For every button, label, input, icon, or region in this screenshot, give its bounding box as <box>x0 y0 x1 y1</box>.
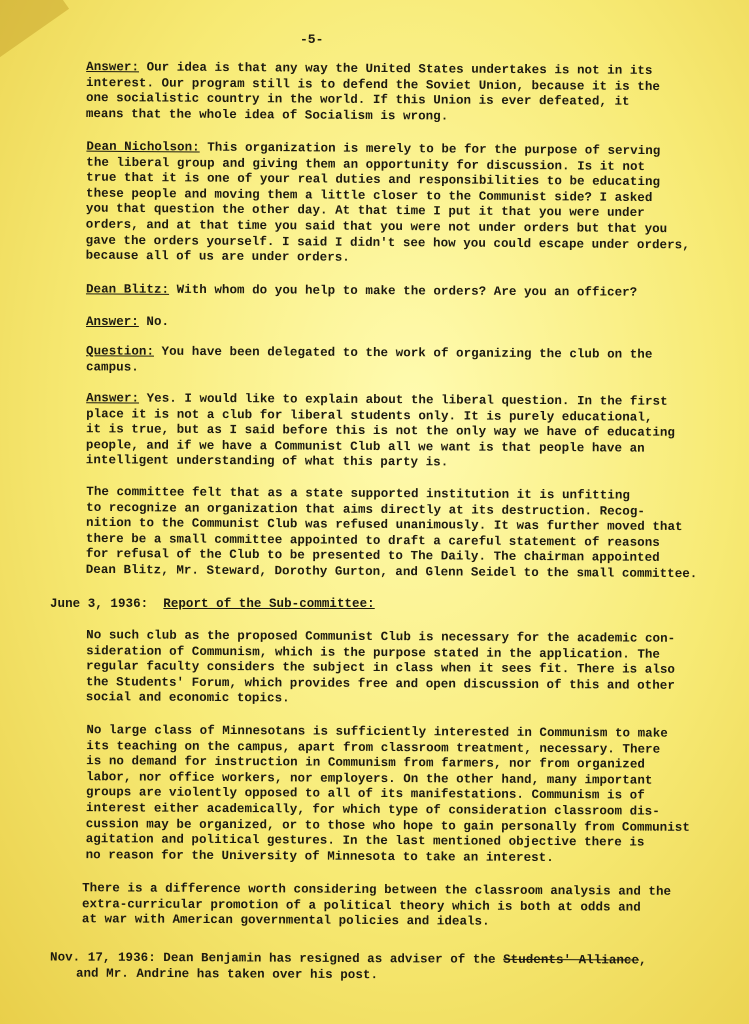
text-line: With whom do you help to make the orders? Are you an officer? <box>169 282 638 300</box>
text-line: no reason for the University of Minnesota to take an interest. <box>85 847 554 865</box>
text-line: No large class of Minnesotans is sufficiently interested in Communism to make <box>86 723 668 741</box>
dean-nicholson-paragraph <box>86 140 691 269</box>
text-line: No. <box>138 315 170 329</box>
text-line: groups are violently opposed to all of its manifestations. Communism is of <box>85 785 645 803</box>
dean-blitz-paragraph <box>86 282 637 301</box>
text-line: sideration of Communism, which is the purpose stated in the application. The <box>86 643 661 662</box>
text-line: cussion may be organized, or to those who hope to gain personally from Communist <box>85 816 690 835</box>
text-line: gave the orders yourself. I said I didn't see how you could escape under orders, <box>85 233 690 252</box>
text-line: it is true, but as I said before this is not the only way we have of educating <box>85 422 676 440</box>
report-paragraph-2 <box>86 723 691 867</box>
text-line: nition to the Communist Club was refused unanimously. It was further moved that <box>86 516 683 535</box>
text-line: its teaching on the campus, apart from classroom treatment, necessary. There <box>86 738 661 757</box>
question-paragraph <box>86 344 653 379</box>
text-line: people, and if we have a Communist Club all we want is that people have an <box>85 437 645 456</box>
committee-paragraph <box>86 485 698 583</box>
struck-text: Students' Alliance <box>503 952 640 968</box>
text-line: There is a difference worth considering between the classroom analysis and the <box>82 881 672 899</box>
text-line: because all of us are under orders. <box>85 248 350 265</box>
text-line: for refusal of the Club to be presented to The Daily. The chairman appointed <box>85 547 660 566</box>
answer-label: Answer: <box>86 59 140 75</box>
answer-label: Answer: <box>86 391 140 406</box>
text-line: interest either academically, for which type of consideration classroom dis- <box>85 801 660 819</box>
text-line: there be a small committee appointed to draft a careful statement of reasons <box>85 531 660 550</box>
text-line: Our idea is that any way the United States undertakes is not in its <box>138 60 653 78</box>
report-paragraph-1 <box>86 628 675 710</box>
text-line: social and economic topics. <box>85 690 290 706</box>
text-line: You have been delegated to the work of organizing the club on the <box>153 344 653 362</box>
subcommittee-heading <box>50 597 375 613</box>
resignation-entry <box>50 950 647 984</box>
text-line: and Mr. Andrine has taken over his post. <box>75 966 379 982</box>
text-line: the Students' Forum, which provides free and open discussion of this and other <box>85 674 675 693</box>
text-line: these people and moving them a little closer to the Communist side? I asked <box>86 186 653 205</box>
text-line: campus. <box>85 359 139 375</box>
text-line: Yes. I would like to explain about the liberal question. In the first <box>139 391 668 409</box>
text-line: place it is not a club for liberal students only. It is purely educational, <box>86 406 653 425</box>
text-line: Dean Blitz, Mr. Steward, Dorothy Gurton, and Glenn Seidel to the small committee. <box>85 562 698 582</box>
text-line: you that question the other day. At that time I put it that you were under <box>85 202 645 221</box>
text-line: This organization is merely to be for the purpose of serving <box>199 140 661 159</box>
text-line: one socialistic country in the world. If this Union is ever defeated, it <box>85 91 630 109</box>
text-line: means that the whole idea of Socialism is wrong. <box>85 106 449 124</box>
question-label: Question: <box>86 344 155 359</box>
text-line: Nov. 17, 1936: Dean Benjamin has resigned as adviser of the <box>50 950 504 967</box>
text-line: No such club as the proposed Communist Club is necessary for the academic con- <box>86 628 676 646</box>
dean-nicholson-label: Dean Nicholson: <box>86 139 200 155</box>
report-title: Report of the Sub-committee: <box>163 597 375 611</box>
text-line: true that it is one of your real duties and responsibilities to be educating <box>86 170 661 190</box>
answer-paragraph-3 <box>86 391 675 473</box>
text-line: labor, nor office workers, nor employers. On the other hand, many important <box>86 769 653 788</box>
text-line: agitation and political gestures. In the last mentioned objective there is <box>85 832 645 850</box>
page-corner-fold <box>0 0 69 60</box>
text-line: to recognize an organization that aims directly at its destruction. Recog- <box>86 500 646 519</box>
text-line: at war with American governmental policies and ideals. <box>81 912 490 929</box>
answer-label: Answer: <box>86 315 139 329</box>
report-paragraph-3 <box>82 881 671 931</box>
text-line: interest. Our program still is to defend the Soviet Union, because it is the <box>86 75 661 94</box>
text-line: the liberal group and giving them an opportunity for discussion. Is it not <box>86 155 646 174</box>
text-line: The committee felt that as a state supported institution it is unfitting <box>86 484 631 503</box>
text-line: intelligent understanding of what this party is. <box>85 453 449 470</box>
text-line: is no demand for instruction in Communism from farmers, nor from organized <box>86 754 646 772</box>
answer-paragraph-1 <box>86 60 660 126</box>
entry-date: June 3, 1936: <box>50 597 149 611</box>
answer-paragraph-2 <box>86 315 169 331</box>
page-number: -5- <box>300 32 324 47</box>
text-line: regular faculty considers the subject in class when it sees fit. There is also <box>85 659 676 677</box>
text-line: orders, and at that time you said that you were not under orders but that you <box>85 217 668 237</box>
text-line: extra-curricular promotion of a political theory which is both at odds and <box>81 896 641 915</box>
dean-blitz-label: Dean Blitz: <box>85 282 170 297</box>
text-line: , <box>639 953 647 968</box>
